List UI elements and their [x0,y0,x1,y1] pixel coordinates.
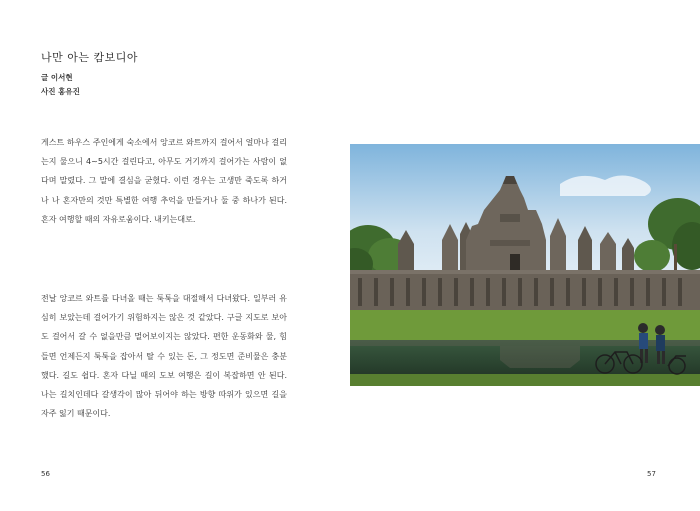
writer-credit: 글 이서현 [41,73,73,82]
right-page [350,0,700,511]
temple-photo [350,144,700,386]
photographer-credit: 사진 홍유진 [41,87,80,96]
foreground-grass [350,374,700,386]
page-number-right: 57 [647,470,656,478]
body-paragraph: 전날 앙코르 와트를 다녀올 때는 툭툭을 대절해서 다녀왔다. 일부러 유심히 보았는데 걸어가기 위험하지는 않은 것 같았다. 구글 지도로 보아도 걸어서 갈 수 없을만큼 멀어보이지는 않았다. 편한 운동화와 물, 힘들면 언제든지 툭툭을 잡아서 탈 수 있는 돈, 그 정도면 준비물은 충분했다. 길도 쉽다. 혼자 다닐 때의 도보 여행은 길이 복잡하면 안 된다. 나는 길치인데다 갈생각이 많아 뒤어야 하는 방향 따위가 있으면 길을 자주 잃기 때문이다. [41,294,287,419]
article-title: 나만 아는 캄보디아 [41,51,139,64]
body-paragraph: 게스트 하우스 주인에게 숙소에서 앙코르 와트까지 걸어서 얼마나 걸리는지 물으니 4~5시간 걸린다고, 아무도 거기까지 걸어가는 사람이 없다며 말렸다. 그 말에 결심을 굳혔다. 이런 경우는 고생만 죽도록 하거나 나 혼자만의 것만 특별한 여행 추억을 만들거나 둘 중 하나가 된다. 혼자 여행할 때의 자유로움이다. 내키는대로. [41,138,287,224]
page-number-left: 56 [41,470,50,478]
